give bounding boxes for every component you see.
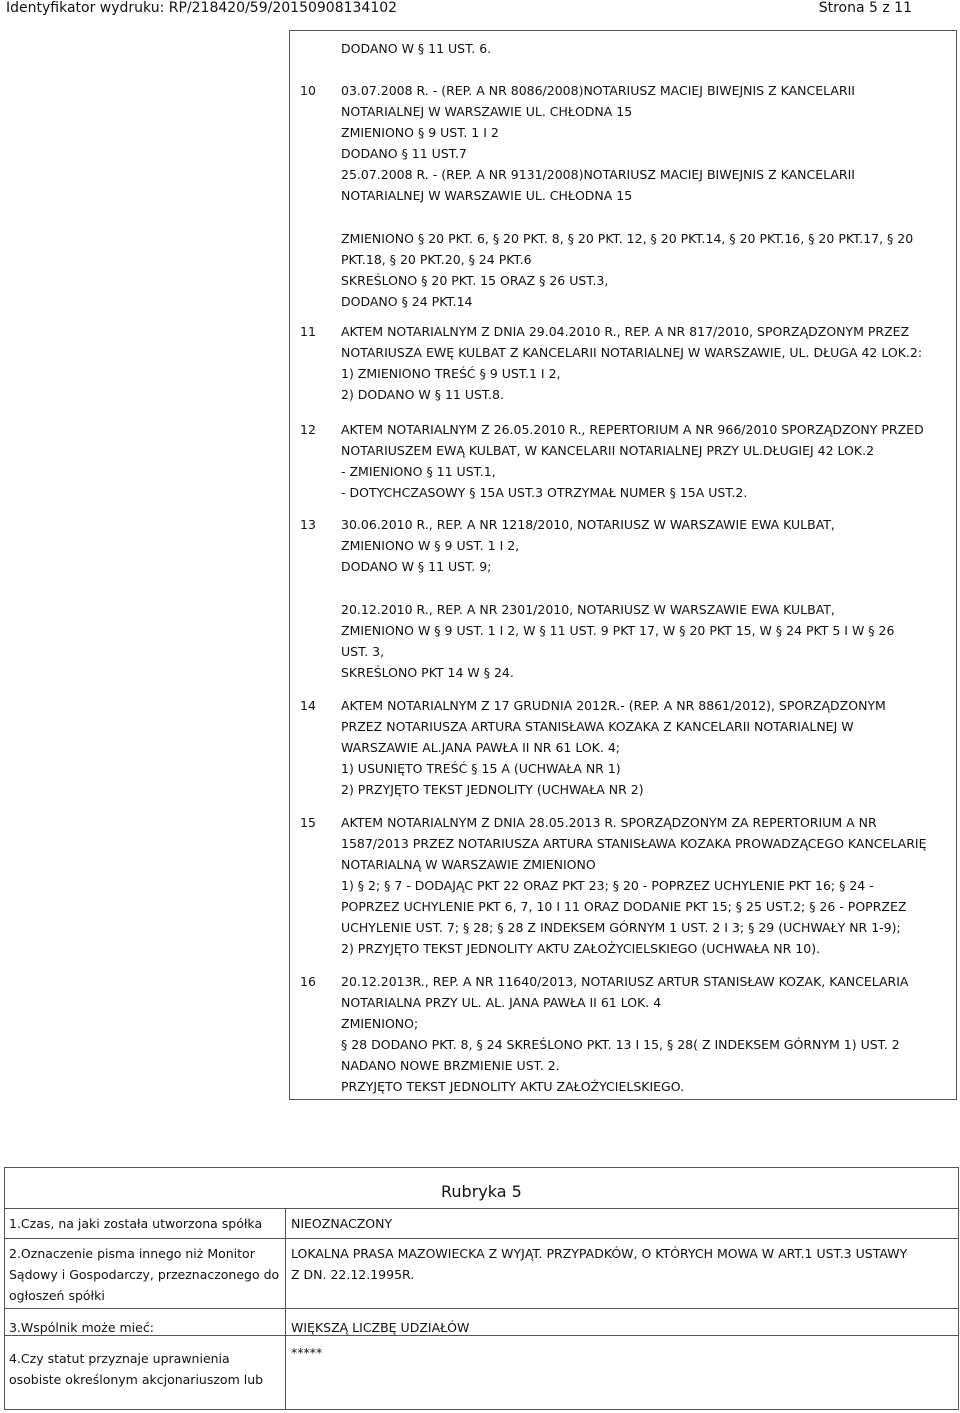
row-label: Sądowy i Gospodarczy, przeznaczonego do [9,1267,280,1282]
row-label: 4.Czy statut przyznaje uprawnienia [9,1351,230,1366]
column-divider [285,1208,286,1409]
entry-line: AKTEM NOTARIALNYM Z DNIA 28.05.2013 R. SPORZĄDZONYM ZA REPERTORIUM A NR [341,815,877,830]
row-value: ***** [291,1345,323,1360]
entry-line: PRZYJĘTO TEKST JEDNOLITY AKTU ZAŁOŻYCIELSKIEGO. [341,1079,685,1094]
row-value: LOKALNA PRASA MAZOWIECKA Z WYJĄT. PRZYPADKÓW, O KTÓRYCH MOWA W ART.1 UST.3 USTAWY [291,1246,908,1261]
entry-line: 30.06.2010 R., REP. A NR 1218/2010, NOTARIUSZ W WARSZAWIE EWA KULBAT, [341,517,835,532]
entry-line: PRZEZ NOTARIUSZA ARTURA STANISŁAWA KOZAKA Z KANCELARII NOTARIALNEJ W [341,719,854,734]
entry-line: PKT.18, § 20 PKT.20, § 24 PKT.6 [341,252,532,267]
entry-line: NOTARIUSZEM EWĄ KULBAT, W KANCELARII NOTARIALNEJ PRZY UL.DŁUGIEJ 42 LOK.2 [341,443,875,458]
entry-line: 1) § 2; § 7 - DODAJĄC PKT 22 ORAZ PKT 23; § 20 - POPRZEZ UCHYLENIE PKT 16; § 24 - [341,878,874,893]
entry-number: 16 [300,974,316,989]
entry-line: 1) ZMIENIONO TREŚĆ § 9 UST.1 I 2, [341,366,561,381]
entry-line: 03.07.2008 R. - (REP. A NR 8086/2008)NOTARIUSZ MACIEJ BIWEJNIS Z KANCELARII [341,83,855,98]
entry-line: 2) PRZYJĘTO TEKST JEDNOLITY AKTU ZAŁOŻYCIELSKIEGO (UCHWAŁA NR 10). [341,941,821,956]
row-divider [5,1238,958,1239]
entry-line: 25.07.2008 R. - (REP. A NR 9131/2008)NOTARIUSZ MACIEJ BIWEJNIS Z KANCELARII [341,167,855,182]
row-divider [5,1308,958,1309]
entry-line: NOTARIALNĄ W WARSZAWIE ZMIENIONO [341,857,596,872]
row-value: WIĘKSZĄ LICZBĘ UDZIAŁÓW [291,1320,470,1335]
row-label: 3.Wspólnik może mieć: [9,1320,154,1335]
entry-line: ZMIENIONO W § 9 UST. 1 I 2, [341,538,520,553]
row-label: 2.Oznaczenie pisma innego niż Monitor [9,1246,255,1261]
rubryka-5-table [4,1167,959,1410]
entry-line: WARSZAWIE AL.JANA PAWŁA II NR 61 LOK. 4; [341,740,620,755]
entry-line: SKREŚLONO § 20 PKT. 15 ORAZ § 26 UST.3, [341,273,609,288]
entry-line: 2) PRZYJĘTO TEKST JEDNOLITY (UCHWAŁA NR 2) [341,782,644,797]
entry-number: 14 [300,698,316,713]
entry-line: NADANO NOWE BRZMIENIE UST. 2. [341,1058,560,1073]
entry-line: DODANO § 11 UST.7 [341,146,467,161]
entry-line: UCHYLENIE UST. 7; § 28; § 28 Z INDEKSEM GÓRNYM 1 UST. 2 I 3; § 29 (UCHWAŁY NR 1-9); [341,920,901,935]
entry-line: SKREŚLONO PKT 14 W § 24. [341,665,514,680]
entry-number: 13 [300,517,316,532]
entry-line: 20.12.2010 R., REP. A NR 2301/2010, NOTARIUSZ W WARSZAWIE EWA KULBAT, [341,602,835,617]
page-indicator: Strona 5 z 11 [818,0,912,16]
entry-line: DODANO W § 11 UST. 9; [341,559,492,574]
row-label: ogłoszeń spółki [9,1288,105,1303]
row-value: NIEOZNACZONY [291,1216,393,1231]
entry-line: NOTARIALNA PRZY UL. AL. JANA PAWŁA II 61 LOK. 4 [341,995,662,1010]
section-title: Rubryka 5 [441,1182,522,1201]
entry-line: DODANO W § 11 UST. 6. [341,41,492,56]
entry-line: ZMIENIONO § 9 UST. 1 I 2 [341,125,499,140]
entry-number: 15 [300,815,316,830]
amendments-table [289,30,957,1100]
entry-line: ZMIENIONO; [341,1016,419,1031]
entry-line: NOTARIUSZA EWĘ KULBAT Z KANCELARII NOTARIALNEJ W WARSZAWIE, UL. DŁUGA 42 LOK.2: [341,345,923,360]
entry-line: § 28 DODANO PKT. 8, § 24 SKREŚLONO PKT. 13 I 15, § 28( Z INDEKSEM GÓRNYM 1) UST. 2 [341,1037,900,1052]
entry-line: AKTEM NOTARIALNYM Z 26.05.2010 R., REPERTORIUM A NR 966/2010 SPORZĄDZONY PRZED [341,422,924,437]
row-label: 1.Czas, na jaki została utworzona spółka [9,1216,263,1231]
entry-line: 2) DODANO W § 11 UST.8. [341,387,504,402]
entry-line: 20.12.2013R., REP. A NR 11640/2013, NOTARIUSZ ARTUR STANISŁAW KOZAK, KANCELARIA [341,974,909,989]
entry-line: DODANO § 24 PKT.14 [341,294,473,309]
entry-number: 10 [300,83,316,98]
entry-line: NOTARIALNEJ W WARSZAWIE UL. CHŁODNA 15 [341,104,633,119]
entry-line: NOTARIALNEJ W WARSZAWIE UL. CHŁODNA 15 [341,188,633,203]
entry-line: - ZMIENIONO § 11 UST.1, [341,464,496,479]
row-label: osobiste określonym akcjonariuszom lub [9,1372,264,1387]
entry-line: UST. 3, [341,644,385,659]
entry-line: AKTEM NOTARIALNYM Z DNIA 29.04.2010 R., REP. A NR 817/2010, SPORZĄDZONYM PRZEZ [341,324,910,339]
entry-number: 12 [300,422,316,437]
row-value: Z DN. 22.12.1995R. [291,1267,415,1282]
row-divider [5,1208,958,1209]
entry-line: ZMIENIONO W § 9 UST. 1 I 2, W § 11 UST. 9 PKT 17, W § 20 PKT 15, W § 24 PKT 5 I W § 26 [341,623,895,638]
entry-line: 1) USUNIĘTO TREŚĆ § 15 A (UCHWAŁA NR 1) [341,761,621,776]
print-identifier: Identyfikator wydruku: RP/218420/59/20150908134102 [6,0,398,16]
entry-line: POPRZEZ UCHYLENIE PKT 6, 7, 10 I 11 ORAZ DODANIE PKT 15; § 25 UST.2; § 26 - POPRZEZ [341,899,907,914]
entry-line: - DOTYCHCZASOWY § 15A UST.3 OTRZYMAŁ NUMER § 15A UST.2. [341,485,748,500]
entry-line: AKTEM NOTARIALNYM Z 17 GRUDNIA 2012R.- (REP. A NR 8861/2012), SPORZĄDZONYM [341,698,886,713]
entry-line: 1587/2013 PRZEZ NOTARIUSZA ARTURA STANISŁAWA KOZAKA PROWADZĄCEGO KANCELARIĘ [341,836,927,851]
entry-number: 11 [300,324,316,339]
entry-line: ZMIENIONO § 20 PKT. 6, § 20 PKT. 8, § 20 PKT. 12, § 20 PKT.14, § 20 PKT.16, § 20 PKT.17, § 20 [341,231,914,246]
